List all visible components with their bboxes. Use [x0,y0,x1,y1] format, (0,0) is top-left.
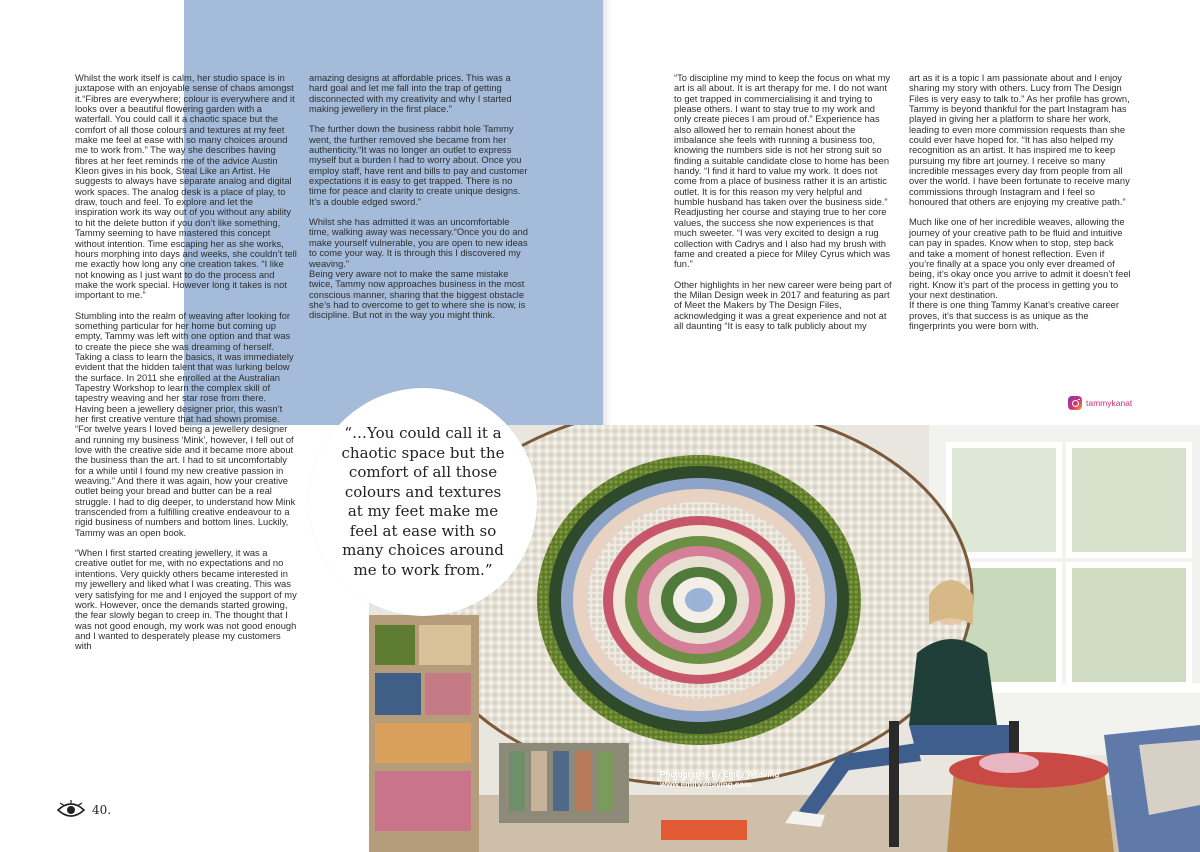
eye-logo-icon [56,800,86,820]
paragraph: Whilst she has admitted it was an uncomfortable time, walking away was necessary.“Once you do and make yourself vulnerable, you are open to new ideas to come your way. It is through this I discovered my weaving.” Being very aware not to make the same mistake twice, Tammy now approaches business in the most conscious manner, sharing that the biggest obstacle she’s had to overcome to get to where she is now, is discipline. But not in the way you might think. [309,217,528,321]
paragraph: Stumbling into the realm of weaving after looking for something particular for her home but coming up empty, Tammy was left with one option and that was to create the piece she was dreaming of herself. Taking a class to learn the basics, it was immediately evident that the hidden talent that was lurking below the surface. In 2011 she enrolled at the Australian Tapestry Workshop to learn the complex skill of tapestry weaving and her star rose from there. Having been a jewellery designer prior, this wasn’t her first creative venture that had shown promise. “For twelve years I loved being a jewellery designer and running my business ‘Mink’, however, I fell out of love with the creative side and it became more about the business than the art. I had to sit uncomfortably for a while until I found my new creative passion in weaving.” And there it was again, how your creative outlet being your bread and butter can be a real struggle. I had to dig deeper, to understand how Mink transcended from a fulfilling creative endeavour to a rigid business of numbers and bottom lines. Luckily, Tammy was an open book. [75,310,296,538]
paragraph: Much like one of her incredible weaves, allowing the journey of your creative path to be fluid and intuitive can pay in spades. Know when to stop, step back and take a moment of honest reflection. Even if you’re finally at a space you only ever dreamed of being, it’s okay once you arrive to admit it doesn’t feel right. Know it’s part of the process in getting you to your next destination. If there is one thing Tammy Kanat’s creative career proves, it’s that success is as unique as the fingerprints you were born with. [909,217,1131,331]
paragraph: Whilst the work itself is calm, her studio space is in juxtapose with an enjoyable sense of chaos amongst it.“Fibres are everywhere; colour is everywhere and it looks over a beautiful flowering garden with a waterfall. You could call it a chaotic space but the comfort of all those colours and textures at my feet make me feel at ease with so many choices around me to work from.” The way she describes having fibres at her feet reminds me of the advice Austin Kleon gives in his book, Steal Like an Artist. He suggests to always have separate analog and digital work spaces. The analog desk is a place of play, to draw, touch and feel. To explore and let the inspiration work its way out of you without any ability to hit the delete button if you don’t like something, Tammy seeming to have mastered this concept without intention. Time escaping her as she works, hours morphing into days and weeks, she couldn’t tell me exactly how long any one creation takes. “I like not knowing as I just want to do the process and make the work special. However long it takes is not important to me.” [75,73,297,301]
pull-quote-text: “…You could call it a chaotic space but the comfort of all those colours and textures at my feet make me feel at ease with so many choices around me to work from.” [341,424,505,579]
paragraph: amazing designs at affordable prices. This was a hard goal and let me fall into the trap of getting disconnected with my creativity and why I started making jewellery in the first place.” [309,73,512,115]
paragraph: The further down the business rabbit hole Tammy went, the further removed she became from her authenticity.“It was no longer an outlet to express myself but a burden I had to worry about. Once you employ staff, have rent and bills to pay and customer expectations it is easy to get trapped. There is no time for peace and clarity to create unique designs. It’s a double edged sword.” [309,124,528,207]
photo-credit-url: www.emilyweaving.com [660,780,752,789]
instagram-icon [1068,396,1082,410]
photo-credit [660,770,779,790]
paragraph: “When I first started creating jewellery, it was a creative outlet for me, with no expectations and no intentions. Very quickly others became interested in my jewellery and liked what I was creating. This was very satisfying for me and I enjoyed the support of my work. However, once the demands started growing, the fear slowly began to creep in. The thought that I was not good enough, my work was not good enough and I wanted to desperately please my customers with [75,548,297,652]
article-column-4 [909,73,1131,341]
article-column-1 [75,73,297,662]
pull-quote-circle [309,388,537,616]
photo-credit-name: Photography by Emily Weaving [660,770,780,779]
article-column-3 [674,73,894,341]
paragraph: Other highlights in her new career were being part of the Milan Design week in 2017 and featuring as part of Meet the Makers by The Design Files, acknowledging it was a great experience and not at all daunting “It is easy to talk publicly about my [674,279,892,331]
paragraph: “To discipline my mind to keep the focus on what my art is all about. It is art therapy for me. I do not want to get trapped in commercialising it and trying to please others. I want to stay true to my work and only create pieces I am proud of.” Experience has also allowed her to remain honest about the imbalance she feels with running a business too, knowing the numbers side is not her strong suit so finding a suitable candidate close to home has been handy. “I find it hard to value my work. It does not come from a place of business rather it is an artistic outlet. It is for this reason my very helpful and humble husband has taken over the business side.” Readjusting her course and staying true to her core values, the success she now experiences is that much sweeter. “I was very excited to design a rug collection with Cadrys and I also had my brush with fame and created a piece for Miley Cyrus which was fun.” [674,73,891,270]
folio [56,800,111,820]
article-column-2 [309,73,528,331]
instagram-handle: tammykanat [1086,398,1133,408]
instagram-credit [1068,396,1132,410]
page-number: 40. [92,803,112,817]
paragraph: art as it is a topic I am passionate about and I enjoy sharing my story with others. Lucy from The Design Files is very easy to talk to.” As her profile has grown, Tammy is beyond thankful for the part Instagram has played in giving her a platform to share her work, leading to even more commission requests than she could ever have hoped for. “It has also helped my recognition as an artist. It has inspired me to keep pursuing my fibre art journey. I receive so many incredible messages every day from people from all over the world. I have been fortunate to receive many commissions through Instagram and I feel so honoured that others are enjoying my creative path.” [909,73,1130,208]
